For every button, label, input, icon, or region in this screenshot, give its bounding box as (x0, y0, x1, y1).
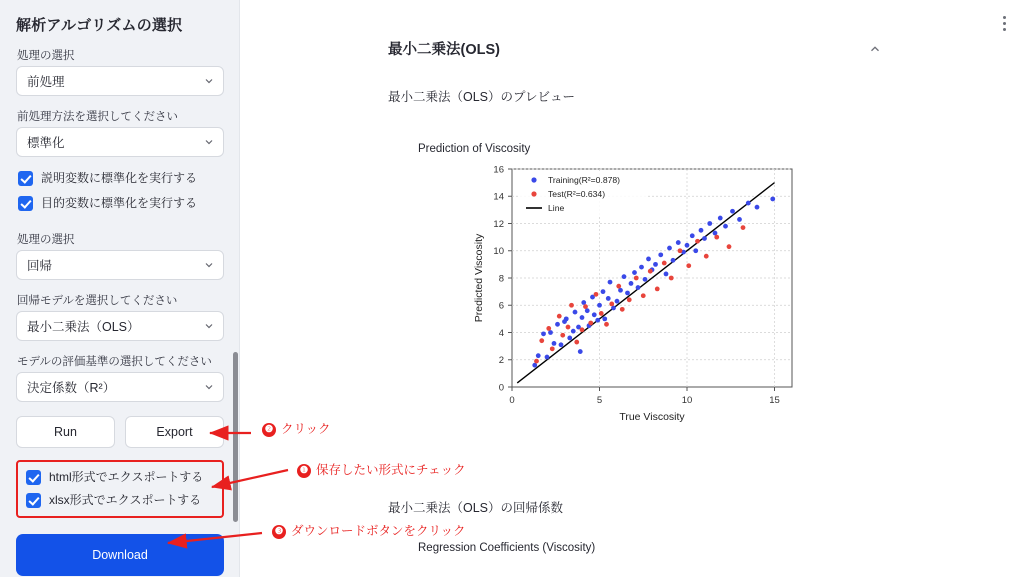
data-point (634, 276, 639, 281)
data-point (566, 325, 571, 330)
select-process-1[interactable] (16, 66, 224, 96)
kebab-dot (1003, 16, 1006, 19)
y-tick-label: 16 (493, 164, 504, 176)
select-regression-model-value: 最小二乗法（OLS） (27, 320, 140, 334)
data-point (606, 296, 611, 301)
data-point (571, 329, 576, 334)
chevron-down-icon (203, 75, 215, 87)
y-tick-label: 8 (498, 273, 504, 285)
chart-canvas (388, 161, 828, 461)
data-point (693, 248, 698, 253)
action-button-row (16, 416, 224, 448)
data-point (702, 236, 707, 241)
data-point (567, 336, 572, 341)
data-point (557, 314, 562, 319)
data-point (707, 221, 712, 226)
data-point (723, 224, 728, 229)
data-point (555, 322, 560, 327)
data-point (620, 307, 625, 312)
legend-marker (531, 177, 536, 182)
data-point (539, 338, 544, 343)
y-tick-label: 14 (493, 191, 504, 203)
data-point (730, 209, 735, 214)
data-point (662, 261, 667, 266)
y-tick-label: 10 (493, 246, 504, 258)
data-point (546, 326, 551, 331)
data-point (609, 301, 614, 306)
data-point (578, 349, 583, 354)
data-point (560, 333, 565, 338)
data-point (629, 281, 634, 286)
data-point (548, 330, 553, 335)
data-point (592, 312, 597, 317)
data-point (597, 303, 602, 308)
checkbox-icon (26, 470, 41, 485)
data-point (585, 308, 590, 313)
data-point (770, 197, 775, 202)
select-evaluation-criterion-value: 決定係数（R²） (27, 381, 116, 395)
coefficients-chart-title: Regression Coefficients (Viscosity) (418, 542, 596, 554)
chart-title: Prediction of Viscosity (418, 143, 531, 155)
data-point (648, 269, 653, 274)
chevron-up-icon[interactable] (868, 42, 882, 56)
data-point (658, 252, 663, 257)
select-process-2[interactable] (16, 250, 224, 280)
chevron-down-icon (203, 320, 215, 332)
run-button[interactable]: Run (16, 416, 115, 448)
sidebar (0, 0, 240, 577)
data-point (595, 318, 600, 323)
data-point (541, 331, 546, 336)
x-tick-label: 10 (681, 395, 693, 406)
data-point (611, 306, 616, 311)
legend-label: Line (548, 203, 565, 213)
select-preprocess-method-value: 標準化 (27, 136, 65, 150)
y-tick-label: 6 (498, 300, 504, 312)
kebab-dot (1003, 28, 1006, 31)
checkbox-icon (26, 493, 41, 508)
chevron-down-icon (203, 259, 215, 271)
export-format-group (16, 460, 224, 518)
section-header[interactable] (388, 0, 882, 59)
data-point (695, 239, 700, 244)
data-point (718, 216, 723, 221)
data-point (588, 321, 593, 326)
select-process-1-value: 前処理 (27, 75, 65, 89)
scatter-chart (388, 161, 888, 466)
data-point (574, 340, 579, 345)
download-button[interactable]: Download (16, 534, 224, 576)
label-evaluation-criterion: モデルの評価基準の選択してください (17, 356, 212, 368)
select-regression-model[interactable] (16, 311, 224, 341)
data-point (685, 243, 690, 248)
x-tick-label: 0 (509, 395, 515, 406)
select-evaluation-criterion[interactable] (16, 372, 224, 402)
data-point (686, 263, 691, 268)
data-point (714, 235, 719, 240)
checkbox-standardize-explanatory-label: 説明変数に標準化を実行する (41, 171, 198, 185)
checkbox-export-html-label: html形式でエクスポートする (49, 470, 204, 484)
data-point (534, 359, 539, 364)
preview-caption: 最小二乗法（OLS）のプレビュー (388, 90, 576, 104)
checkbox-standardize-objective-label: 目的変数に標準化を実行する (41, 196, 198, 210)
data-point (627, 297, 632, 302)
data-point (599, 311, 604, 316)
checkbox-export-xlsx-label: xlsx形式でエクスポートする (49, 493, 202, 507)
data-point (636, 285, 641, 290)
legend-marker (531, 191, 536, 196)
data-point (641, 293, 646, 298)
x-axis-label: True Viscosity (619, 411, 685, 423)
checkbox-icon (18, 171, 33, 186)
sidebar-title: 解析アルゴリズムの選択 (16, 17, 183, 34)
label-process-select-1: 処理の選択 (17, 50, 75, 62)
y-axis-label: Predicted Viscosity (473, 233, 485, 323)
data-point (755, 205, 760, 210)
data-point (536, 353, 541, 358)
annotation-2-number: ❷ (262, 423, 276, 437)
data-point (746, 201, 751, 206)
annotation-1-text: 保存したい形式にチェック (316, 463, 466, 477)
data-point (622, 274, 627, 279)
data-point (713, 231, 718, 236)
data-point (741, 225, 746, 230)
select-preprocess-method[interactable] (16, 127, 224, 157)
data-point (678, 248, 683, 253)
data-point (671, 258, 676, 263)
section-title: 最小二乗法(OLS) (388, 42, 500, 58)
data-point (604, 322, 609, 327)
checkbox-export-xlsx[interactable] (26, 493, 216, 508)
kebab-menu-icon[interactable] (996, 12, 1012, 34)
data-point (564, 316, 569, 321)
data-point (573, 310, 578, 315)
select-process-2-value: 回帰 (27, 259, 53, 273)
data-point (676, 240, 681, 245)
checkbox-standardize-objective[interactable] (18, 196, 224, 211)
data-point (594, 292, 599, 297)
data-point (602, 316, 607, 321)
data-point (532, 363, 537, 368)
export-button[interactable]: Export (125, 416, 224, 448)
data-point (583, 304, 588, 309)
data-point (653, 262, 658, 267)
x-tick-label: 5 (596, 395, 603, 406)
data-point (643, 277, 648, 282)
data-point (615, 299, 620, 304)
data-point (669, 276, 674, 281)
chevron-down-icon (203, 381, 215, 393)
checkbox-export-html[interactable] (26, 470, 216, 485)
y-tick-label: 12 (493, 218, 504, 230)
main-panel (240, 0, 1024, 577)
label-process-select-2: 処理の選択 (17, 234, 75, 246)
data-point (581, 300, 586, 305)
coefficients-caption: 最小二乗法（OLS）の回帰係数 (388, 501, 564, 515)
data-point (616, 284, 621, 289)
checkbox-icon (18, 196, 33, 211)
data-point (545, 355, 550, 360)
kebab-dot (1003, 22, 1006, 25)
sidebar-scrollbar[interactable] (233, 352, 238, 522)
data-point (704, 254, 709, 259)
data-point (559, 342, 564, 347)
data-point (601, 289, 606, 294)
label-preprocess-method: 前処理方法を選択してください (17, 111, 178, 123)
data-point (737, 217, 742, 222)
label-regression-model: 回帰モデルを選択してください (17, 295, 178, 307)
data-point (569, 303, 574, 308)
data-point (618, 288, 623, 293)
data-point (646, 257, 651, 262)
annotation-1-number: ❶ (297, 464, 311, 478)
y-tick-label: 0 (498, 382, 504, 394)
data-point (632, 270, 637, 275)
legend-label: Training(R²=0.878) (548, 175, 621, 185)
data-point (625, 291, 630, 296)
data-point (580, 315, 585, 320)
checkbox-standardize-explanatory[interactable] (18, 171, 224, 186)
data-point (727, 244, 732, 249)
data-point (580, 327, 585, 332)
data-point (655, 287, 660, 292)
x-tick-label: 15 (769, 395, 780, 406)
data-point (550, 346, 555, 351)
annotation-3-number: ❸ (272, 525, 286, 539)
annotation-3-text: ダウンロードボタンをクリック (291, 524, 466, 538)
data-point (699, 228, 704, 233)
y-tick-label: 2 (498, 355, 504, 367)
y-tick-label: 4 (498, 327, 504, 339)
data-point (608, 280, 613, 285)
legend-label: Test(R²=0.634) (548, 189, 606, 199)
chevron-down-icon (203, 136, 215, 148)
annotation-2-text: クリック (281, 422, 331, 436)
data-point (690, 233, 695, 238)
data-point (664, 272, 669, 277)
data-point (552, 341, 557, 346)
data-point (639, 265, 644, 270)
data-point (667, 246, 672, 251)
main-content (388, 0, 888, 554)
